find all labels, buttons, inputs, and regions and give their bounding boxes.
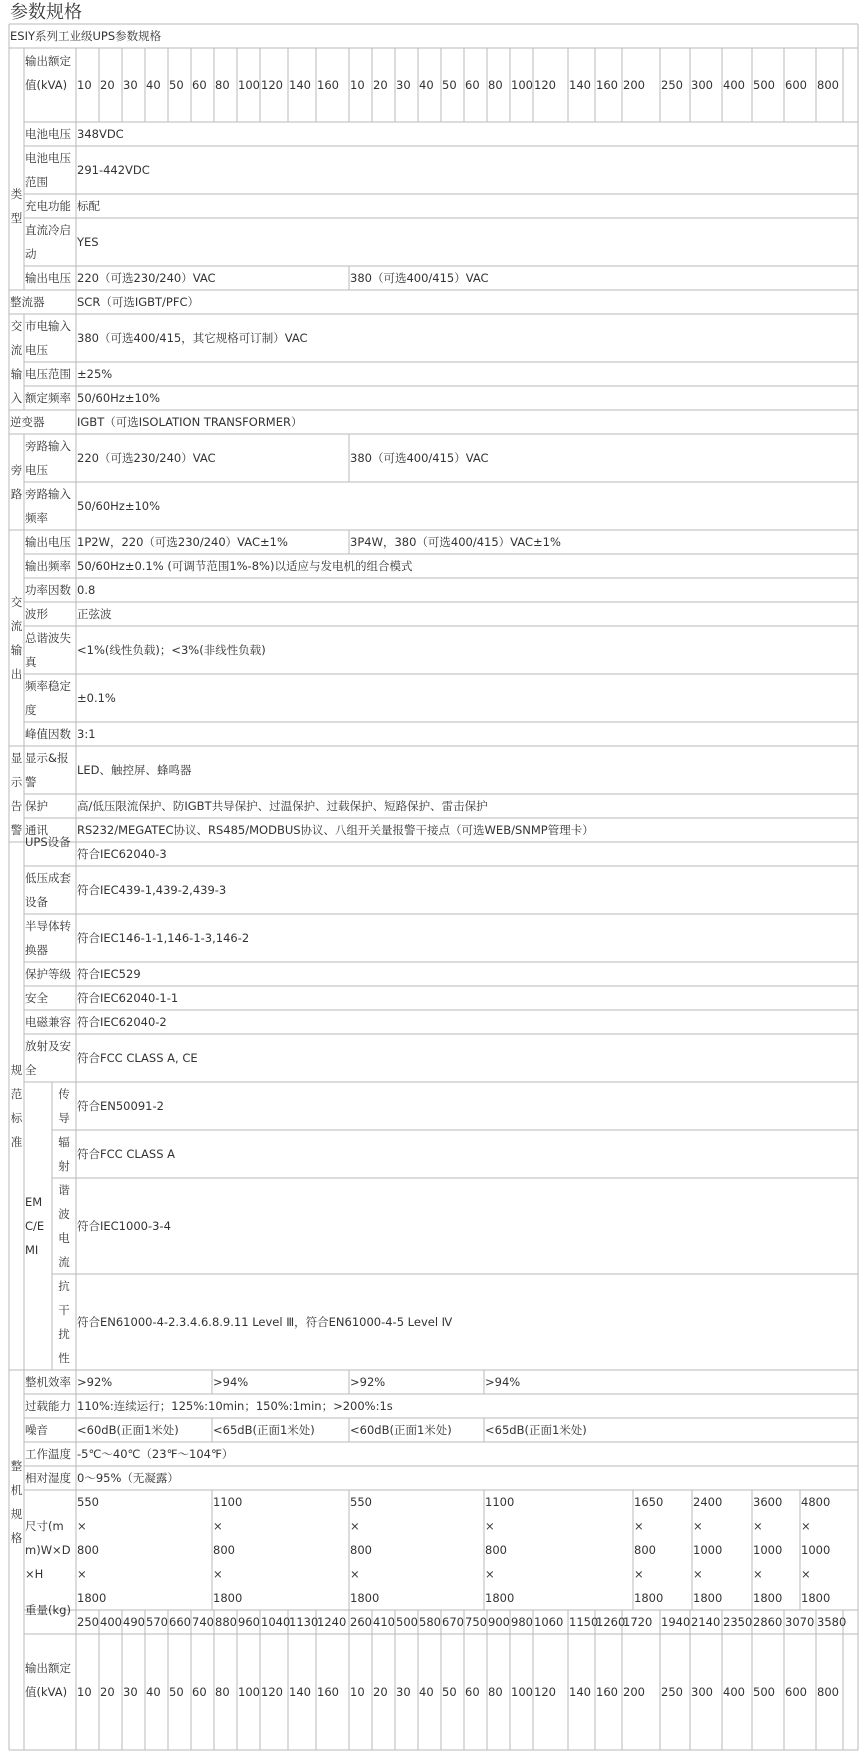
protection-label: 保护 xyxy=(25,799,48,813)
kva-footer-0: 10 xyxy=(77,1685,92,1699)
kva-header-16: 60 xyxy=(465,78,480,92)
humidity-value: 0～95%（无凝露） xyxy=(77,1471,179,1485)
size-value-5-3: × xyxy=(693,1567,703,1581)
kva-header-1: 20 xyxy=(100,78,115,92)
freq-stability-label: 频率稳定度 xyxy=(25,679,71,717)
kva-footer-10: 160 xyxy=(317,1685,339,1699)
kva-footer-13: 30 xyxy=(396,1685,411,1699)
size-value-4-4: 1800 xyxy=(634,1591,664,1605)
size-value-3-2: 800 xyxy=(485,1543,507,1557)
weight-22: 1720 xyxy=(623,1615,653,1629)
size-value-0-3: × xyxy=(77,1567,87,1581)
kva-header-17: 80 xyxy=(488,78,503,92)
weight-12: 410 xyxy=(373,1615,395,1629)
overload-value: 110%:连续运行；125%:10min；150%:1min；>200%:1s xyxy=(77,1399,393,1413)
group-standards: 规范标准 xyxy=(10,1063,23,1149)
kva-footer-1: 20 xyxy=(100,1685,115,1699)
humidity-label: 相对湿度 xyxy=(25,1471,71,1485)
kva-header-19: 120 xyxy=(534,78,556,92)
ip-standard-value: 符合IEC529 xyxy=(77,967,141,981)
kva-header-21: 160 xyxy=(596,78,618,92)
size-value-7-4: 1800 xyxy=(801,1591,831,1605)
size-value-3-0: 1100 xyxy=(485,1495,515,1509)
weight-7: 960 xyxy=(238,1615,260,1629)
bypass-voltage-label: 旁路输入电压 xyxy=(25,439,71,477)
kva-header-11: 10 xyxy=(350,78,365,92)
inverter-value: IGBT（可选ISOLATION TRANSFORMER） xyxy=(77,415,303,429)
weight-27: 3070 xyxy=(785,1615,815,1629)
emc-immunity-label: 抗干扰性 xyxy=(58,1279,70,1365)
semi-standard-label: 半导体转换器 xyxy=(25,919,71,957)
voltage-range-value: ±25% xyxy=(77,367,113,381)
emc-radiate-label: 辐射 xyxy=(58,1135,70,1173)
size-value-6-0: 3600 xyxy=(753,1495,783,1509)
voltage-range-label: 电压范围 xyxy=(25,367,71,381)
rated-frequency-value: 50/60Hz±10% xyxy=(77,391,161,405)
size-value-5-0: 2400 xyxy=(693,1495,723,1509)
size-label: 尺寸(mm)W×D×H xyxy=(25,1519,71,1581)
efficiency-value-1: >94% xyxy=(213,1375,249,1389)
kva-header-4: 50 xyxy=(169,78,184,92)
dc-cold-start-label: 直流冷启动 xyxy=(25,223,71,261)
weight-label: 重量(kg) xyxy=(25,1603,71,1617)
size-value-2-3: × xyxy=(350,1567,360,1581)
crest-factor-value: 3:1 xyxy=(77,727,96,741)
size-value-2-4: 1800 xyxy=(350,1591,380,1605)
semi-standard-value: 符合IEC146-1-1,146-1-3,146-2 xyxy=(77,931,250,945)
size-value-2-2: 800 xyxy=(350,1543,372,1557)
kva-footer-22: 200 xyxy=(623,1685,645,1699)
size-value-1-4: 1800 xyxy=(213,1591,243,1605)
display-alarm-label: 显示&报警 xyxy=(25,751,69,789)
bypass-freq-label: 旁路输入频率 xyxy=(25,487,71,525)
size-value-1-1: × xyxy=(213,1519,223,1533)
emission-standard-label: 放射及安全 xyxy=(25,1039,71,1077)
weight-2: 490 xyxy=(123,1615,145,1629)
kva-header-14: 40 xyxy=(419,78,434,92)
rectifier-value: SCR（可选IGBT/PFC） xyxy=(77,295,199,309)
kva-footer-26: 500 xyxy=(753,1685,775,1699)
size-value-4-3: × xyxy=(634,1567,644,1581)
rectifier-label: 整流器 xyxy=(10,295,45,309)
emc-immunity-value: 符合EN61000-4-2.3.4.6.8.9.11 Level Ⅲ，符合EN61000-4-5 Level Ⅳ xyxy=(77,1315,453,1329)
kva-footer-3: 40 xyxy=(146,1685,161,1699)
size-value-0-4: 1800 xyxy=(77,1591,107,1605)
size-value-4-1: × xyxy=(634,1519,644,1533)
weight-4: 660 xyxy=(169,1615,191,1629)
weight-17: 900 xyxy=(488,1615,510,1629)
group-ac-input: 交流输入 xyxy=(10,319,23,405)
power-factor-value: 0.8 xyxy=(77,583,96,597)
bypass-freq-value: 50/60Hz±10% xyxy=(77,499,161,513)
emc-conduct-value: 符合EN50091-2 xyxy=(77,1099,164,1113)
kva-footer-8: 120 xyxy=(261,1685,283,1699)
inverter-label: 逆变器 xyxy=(10,415,45,429)
weight-9: 1130 xyxy=(289,1615,319,1629)
weight-18: 980 xyxy=(511,1615,533,1629)
weight-13: 500 xyxy=(396,1615,418,1629)
rated-frequency-label: 额定频率 xyxy=(25,391,71,405)
overload-label: 过载能力 xyxy=(25,1399,71,1413)
size-value-2-1: × xyxy=(350,1519,360,1533)
ups-standard-label: UPS设备 xyxy=(25,835,71,849)
battery-voltage-label: 电池电压 xyxy=(25,127,71,141)
size-value-3-3: × xyxy=(485,1567,495,1581)
weight-15: 670 xyxy=(442,1615,464,1629)
size-value-5-2: 1000 xyxy=(693,1543,723,1557)
size-value-3-4: 1800 xyxy=(485,1591,515,1605)
bypass-voltage-b: 380（可选400/415）VAC xyxy=(350,451,489,465)
table-title: ESIY系列工业级UPS参数规格 xyxy=(10,29,162,43)
kva-header-28: 800 xyxy=(817,78,839,92)
page-title: 参数规格 xyxy=(10,2,82,23)
weight-25: 2350 xyxy=(723,1615,753,1629)
efficiency-value-0: >92% xyxy=(77,1375,113,1389)
kva-header-6: 80 xyxy=(215,78,230,92)
weight-11: 260 xyxy=(350,1615,372,1629)
emc-harmonic-label: 谐波电流 xyxy=(58,1183,70,1269)
kva-header-9: 140 xyxy=(289,78,311,92)
weight-5: 740 xyxy=(192,1615,214,1629)
waveform-label: 波形 xyxy=(25,607,48,621)
mains-voltage-label: 市电输入电压 xyxy=(25,319,71,357)
size-value-7-2: 1000 xyxy=(801,1543,831,1557)
weight-24: 2140 xyxy=(691,1615,721,1629)
kva-header-22: 200 xyxy=(623,78,645,92)
kva-footer-17: 80 xyxy=(488,1685,503,1699)
display-alarm-value: LED、触控屏、蜂鸣器 xyxy=(77,763,192,777)
thd-label: 总谐波失真 xyxy=(25,631,71,669)
kva-header-13: 30 xyxy=(396,78,411,92)
type-output-voltage-a: 220（可选230/240）VAC xyxy=(77,271,216,285)
noise-label: 噪音 xyxy=(25,1423,48,1437)
dc-cold-start-value: YES xyxy=(77,235,99,249)
efficiency-label: 整机效率 xyxy=(25,1375,71,1389)
size-value-1-3: × xyxy=(213,1567,223,1581)
kva-footer-2: 30 xyxy=(123,1685,138,1699)
emc-standard-value: 符合IEC62040-2 xyxy=(77,1015,167,1029)
kva-footer-15: 50 xyxy=(442,1685,457,1699)
kva-header-0: 10 xyxy=(77,78,92,92)
kva-header-10: 160 xyxy=(317,78,339,92)
footer-label: 输出额定值(kVA) xyxy=(25,1661,71,1699)
out-voltage-b: 3P4W，380（可选400/415）VAC±1% xyxy=(350,535,561,549)
kva-footer-6: 80 xyxy=(215,1685,230,1699)
kva-footer-20: 140 xyxy=(569,1685,591,1699)
weight-3: 570 xyxy=(146,1615,168,1629)
kva-header-25: 400 xyxy=(723,78,745,92)
size-value-0-1: × xyxy=(77,1519,87,1533)
weight-10: 1240 xyxy=(317,1615,347,1629)
size-value-6-3: × xyxy=(753,1567,763,1581)
lowv-standard-label: 低压成套设备 xyxy=(25,871,71,909)
kva-header-23: 250 xyxy=(661,78,683,92)
kva-footer-24: 300 xyxy=(691,1685,713,1699)
bypass-voltage-a: 220（可选230/240）VAC xyxy=(77,451,216,465)
size-value-4-0: 1650 xyxy=(634,1495,664,1509)
ip-standard-label: 保护等级 xyxy=(25,967,71,981)
temp-label: 工作温度 xyxy=(25,1447,71,1461)
size-value-5-1: × xyxy=(693,1519,703,1533)
emc-standard-label: 电磁兼容 xyxy=(25,1015,71,1029)
temp-value: -5℃～40℃（23℉～104℉） xyxy=(77,1447,234,1461)
communication-label: 通讯 xyxy=(25,823,48,837)
kva-footer-23: 250 xyxy=(661,1685,683,1699)
kva-header-24: 300 xyxy=(691,78,713,92)
kva-header-26: 500 xyxy=(753,78,775,92)
emission-standard-value: 符合FCC CLASS A, CE xyxy=(77,1051,198,1065)
group-display: 显示告警 xyxy=(10,751,23,837)
weight-19: 1060 xyxy=(534,1615,564,1629)
out-freq-label: 输出频率 xyxy=(25,559,71,573)
type-output-voltage-b: 380（可选400/415）VAC xyxy=(350,271,489,285)
size-value-0-0: 550 xyxy=(77,1495,99,1509)
weight-21: 1260 xyxy=(596,1615,626,1629)
group-ac-output: 交流输出 xyxy=(10,595,23,681)
safety-standard-label: 安全 xyxy=(25,991,48,1005)
group-type: 类型 xyxy=(10,187,23,225)
out-voltage-label: 输出电压 xyxy=(25,535,71,549)
out-freq-value: 50/60Hz±0.1% (可调节范围1%-8%)以适应与发电机的组合模式 xyxy=(77,559,413,573)
size-value-4-2: 800 xyxy=(634,1543,656,1557)
efficiency-value-3: >94% xyxy=(485,1375,521,1389)
size-value-5-4: 1800 xyxy=(693,1591,723,1605)
thd-value: <1%(线性负载)；<3%(非线性负载) xyxy=(77,643,266,657)
kva-footer-18: 100 xyxy=(511,1685,533,1699)
kva-footer-19: 120 xyxy=(534,1685,556,1699)
waveform-value: 正弦波 xyxy=(77,607,112,621)
kva-header-8: 120 xyxy=(261,78,283,92)
efficiency-value-2: >92% xyxy=(350,1375,386,1389)
kva-footer-11: 10 xyxy=(350,1685,365,1699)
kva-header-3: 40 xyxy=(146,78,161,92)
weight-1: 400 xyxy=(100,1615,122,1629)
power-factor-label: 功率因数 xyxy=(25,583,71,597)
size-value-3-1: × xyxy=(485,1519,495,1533)
kva-footer-12: 20 xyxy=(373,1685,388,1699)
size-value-7-0: 4800 xyxy=(801,1495,831,1509)
charge-function-label: 充电功能 xyxy=(25,199,71,213)
size-value-0-2: 800 xyxy=(77,1543,99,1557)
weight-16: 750 xyxy=(465,1615,487,1629)
weight-23: 1940 xyxy=(661,1615,691,1629)
crest-factor-label: 峰值因数 xyxy=(25,727,71,741)
weight-26: 2860 xyxy=(753,1615,783,1629)
kva-header-5: 60 xyxy=(192,78,207,92)
kva-footer-4: 50 xyxy=(169,1685,184,1699)
mains-voltage-value: 380（可选400/415，其它规格可订制）VAC xyxy=(77,331,308,345)
weight-14: 580 xyxy=(419,1615,441,1629)
charge-function-value: 标配 xyxy=(77,199,100,213)
lowv-standard-value: 符合IEC439-1,439-2,439-3 xyxy=(77,883,227,897)
emc-radiate-value: 符合FCC CLASS A xyxy=(77,1147,176,1161)
size-value-7-3: × xyxy=(801,1567,811,1581)
kva-footer-9: 140 xyxy=(289,1685,311,1699)
protection-value: 高/低压限流保护、防IGBT共导保护、过温保护、过载保护、短路保护、雷击保护 xyxy=(77,799,488,813)
kva-footer-25: 400 xyxy=(723,1685,745,1699)
emc-conduct-label: 传导 xyxy=(58,1087,70,1125)
noise-value-1: <65dB(正面1米处) xyxy=(213,1423,315,1437)
ups-standard-value: 符合IEC62040-3 xyxy=(77,847,167,861)
noise-value-0: <60dB(正面1米处) xyxy=(77,1423,179,1437)
weight-20: 1150 xyxy=(569,1615,599,1629)
header-label: 输出额定值(kVA) xyxy=(25,54,71,92)
kva-footer-27: 600 xyxy=(785,1685,807,1699)
kva-footer-14: 40 xyxy=(419,1685,434,1699)
kva-header-20: 140 xyxy=(569,78,591,92)
noise-value-2: <60dB(正面1米处) xyxy=(350,1423,452,1437)
kva-footer-16: 60 xyxy=(465,1685,480,1699)
emc-harmonic-value: 符合IEC1000-3-4 xyxy=(77,1219,171,1233)
size-value-1-2: 800 xyxy=(213,1543,235,1557)
type-output-voltage-label: 输出电压 xyxy=(25,271,71,285)
battery-voltage-value: 348VDC xyxy=(77,127,124,141)
size-value-6-1: × xyxy=(753,1519,763,1533)
weight-28: 3580 xyxy=(817,1615,847,1629)
size-value-1-0: 1100 xyxy=(213,1495,243,1509)
kva-footer-28: 800 xyxy=(817,1685,839,1699)
group-bypass: 旁路 xyxy=(10,463,23,501)
group-emc: EMC/EMI xyxy=(25,1195,45,1257)
communication-value: RS232/MEGATEC协议、RS485/MODBUS协议、八组开关量报警干接点（可选WEB/SNMP管理卡） xyxy=(77,823,594,837)
size-value-6-4: 1800 xyxy=(753,1591,783,1605)
kva-header-2: 30 xyxy=(123,78,138,92)
battery-range-value: 291-442VDC xyxy=(77,163,150,177)
kva-header-27: 600 xyxy=(785,78,807,92)
group-machine: 整机规格 xyxy=(10,1459,23,1545)
kva-footer-21: 160 xyxy=(596,1685,618,1699)
kva-header-18: 100 xyxy=(511,78,533,92)
size-value-6-2: 1000 xyxy=(753,1543,783,1557)
noise-value-3: <65dB(正面1米处) xyxy=(485,1423,587,1437)
kva-header-12: 20 xyxy=(373,78,388,92)
size-value-7-1: × xyxy=(801,1519,811,1533)
kva-header-7: 100 xyxy=(238,78,260,92)
battery-range-label: 电池电压范围 xyxy=(25,151,71,189)
size-value-2-0: 550 xyxy=(350,1495,372,1509)
out-voltage-a: 1P2W，220（可选230/240）VAC±1% xyxy=(77,535,288,549)
freq-stability-value: ±0.1% xyxy=(77,691,116,705)
kva-footer-5: 60 xyxy=(192,1685,207,1699)
weight-6: 880 xyxy=(215,1615,237,1629)
safety-standard-value: 符合IEC62040-1-1 xyxy=(77,991,179,1005)
weight-8: 1040 xyxy=(261,1615,291,1629)
kva-header-15: 50 xyxy=(442,78,457,92)
kva-footer-7: 100 xyxy=(238,1685,260,1699)
weight-0: 250 xyxy=(77,1615,99,1629)
